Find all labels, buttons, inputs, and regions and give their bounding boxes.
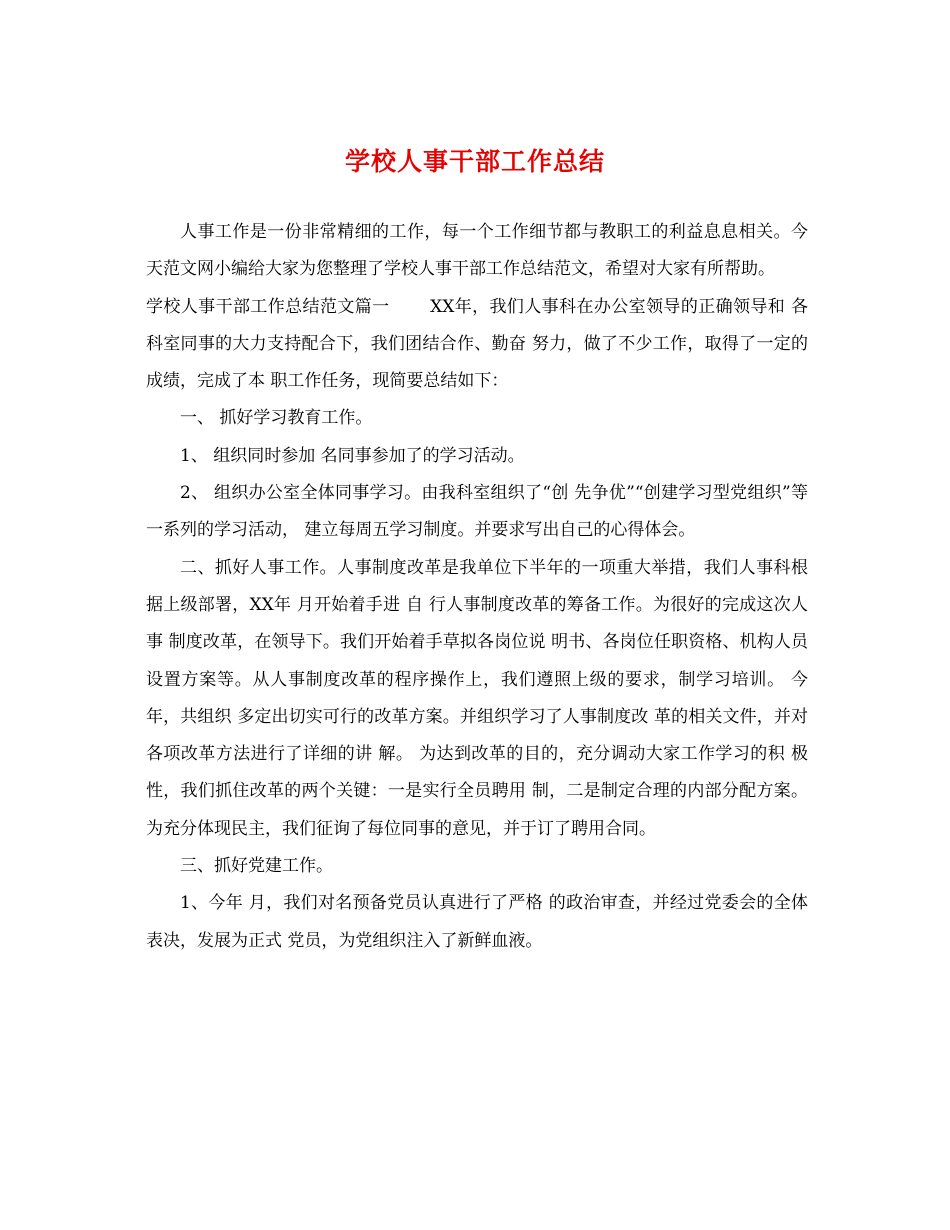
document-title: 学校人事干部工作总结 [344, 147, 605, 176]
paragraph-section-3-heading: 三、抓好党建工作。 [180, 856, 333, 877]
paragraph-section-2: 二、抓好人事工作。人事制度改革是我单位下半年的一项重大举措，我们人事科根据上级部署，XX年 月开始着手进 自 行人事制度改革的筹备工作。为很好的完成这次人事 制度改革，在领导下。我们开始着手草拟各岗位说 明书、各岗位任职资格、机构人员设置方案等。从人事制度改革的程序操作上，我们遵照上级的要求，制学习培训。 今年，共组织 多定出切实可行的改革方案。并组织学习了人事制度改 革的相关文件，并对各项改革方法进行了详细的讲 解。 为达到改革的目的，充分调动大家工作学习的积 极性，我们抓住改革的两个关键：一是实行全员聘用 制，二是制定合理的内部分配方案。为充分体现民主，我们征询了每位同事的意见，并于订了聘用合同。 [146, 557, 808, 839]
document-body [146, 214, 808, 960]
paragraph-section-1-heading: 一、 抓好学习教育工作。 [180, 408, 373, 429]
paragraph-section-1-item-1: 1、 组织同时参加 名同事参加了的学习活动。 [180, 445, 525, 466]
paragraph-article-start: 学校人事干部工作总结范文篇一 XX年，我们人事科在办公室领导的正确领导和 各科室同事的大力支持配合下，我们团结合作、勤奋 努力，做了不少工作，取得了一定的成绩，完成了本 职工作任务，现简要总结如下： [146, 296, 808, 392]
paragraph-section-1-item-2: 2、 组织办公室全体同事学习。由我科室组织了“创 先争优”“创建学习型党组织”等一系列的学习活动， 建立每周五学习制度。并要求写出自己的心得体会。 [146, 483, 808, 541]
paragraph-intro: 人事工作是一份非常精细的工作，每一个工作细节都与教职工的利益息息相关。今天范文网小编给大家为您整理了学校人事干部工作总结范文，希望对大家有所帮助。 [146, 222, 808, 280]
paragraph-section-3-item-1: 1、今年 月，我们对名预备党员认真进行了严格 的政治审查，并经过党委会的全体表决，发展为正式 党员，为党组织注入了新鲜血液。 [146, 893, 808, 951]
